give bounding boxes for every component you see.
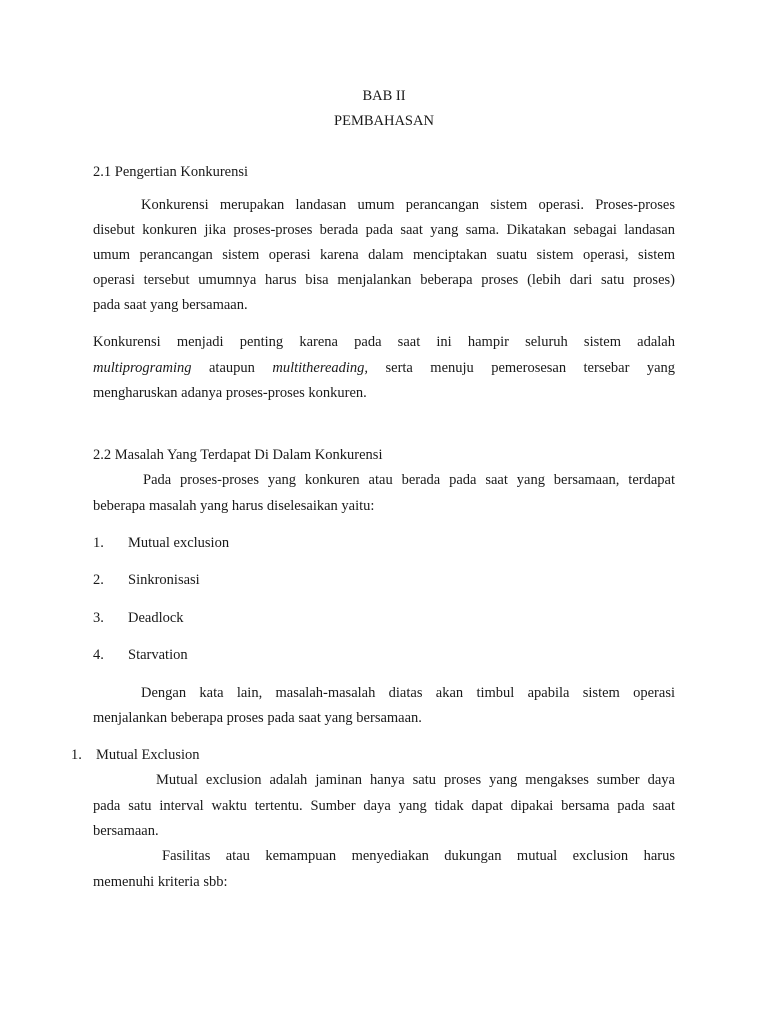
paragraph-line: Fasilitas atau kemampuan menyediakan dukungan mutual exclusion harus (162, 848, 675, 864)
italic-term: multithereading, (272, 360, 369, 376)
paragraph-line: operasi tersebut umumnya harus bisa menjalankan beberapa proses (lebih dari satu proses) (93, 272, 675, 288)
paragraph-line: mengharuskan adanya proses-proses konkuren. (93, 385, 367, 401)
paragraph-line: Mutual exclusion adalah jaminan hanya satu proses yang mengakses sumber daya (156, 772, 675, 788)
paragraph-line: Konkurensi merupakan landasan umum perancangan sistem operasi. Proses-proses (141, 197, 675, 213)
paragraph-line: bersamaan. (93, 823, 159, 839)
paragraph-line: umum perancangan sistem operasi karena dalam menciptakan suatu sistem operasi, sistem (93, 247, 675, 263)
paragraph-line: memenuhi kriteria sbb: (93, 874, 228, 890)
list-item-number: 3. (93, 610, 104, 626)
paragraph-line: Pada proses-proses yang konkuren atau berada pada saat yang bersamaan, terdapat (143, 472, 675, 488)
list-item: Starvation (128, 647, 188, 663)
paragraph-line-mixed: multiprograming ataupun multithereading, serta menuju pemerosesan tersebar yang (93, 360, 676, 376)
paragraph-line: disebut konkuren jika proses-proses berada pada saat yang sama. Dikatakan sebagai landasan (93, 222, 675, 238)
section-2-1-title: 2.1 Pengertian Konkurensi (93, 164, 249, 180)
italic-term: multiprograming (93, 360, 192, 376)
subsection-number: 1. (71, 747, 82, 763)
chapter-title: PEMBAHASAN (334, 113, 434, 129)
list-item: Deadlock (128, 610, 184, 626)
paragraph-line: pada satu interval waktu tertentu. Sumber daya yang tidak dapat dipakai bersama pada saat (93, 798, 675, 814)
paragraph-line: beberapa masalah yang harus diselesaikan yaitu: (93, 498, 375, 514)
paragraph-line: Konkurensi menjadi penting karena pada saat ini hampir seluruh sistem adalah (93, 334, 675, 350)
subsection-title: Mutual Exclusion (96, 747, 200, 763)
list-item: Mutual exclusion (128, 535, 230, 551)
list-item-number: 4. (93, 647, 104, 663)
chapter-label: BAB II (362, 88, 406, 104)
list-item-number: 2. (93, 572, 104, 588)
section-2-2-title: 2.2 Masalah Yang Terdapat Di Dalam Konkurensi (93, 447, 383, 463)
list-item-number: 1. (93, 535, 104, 551)
paragraph-line: Dengan kata lain, masalah-masalah diatas akan timbul apabila sistem operasi (141, 685, 675, 701)
paragraph-line: pada saat yang bersamaan. (93, 297, 248, 313)
paragraph-line: menjalankan beberapa proses pada saat yang bersamaan. (93, 710, 422, 726)
list-item: Sinkronisasi (128, 572, 200, 588)
